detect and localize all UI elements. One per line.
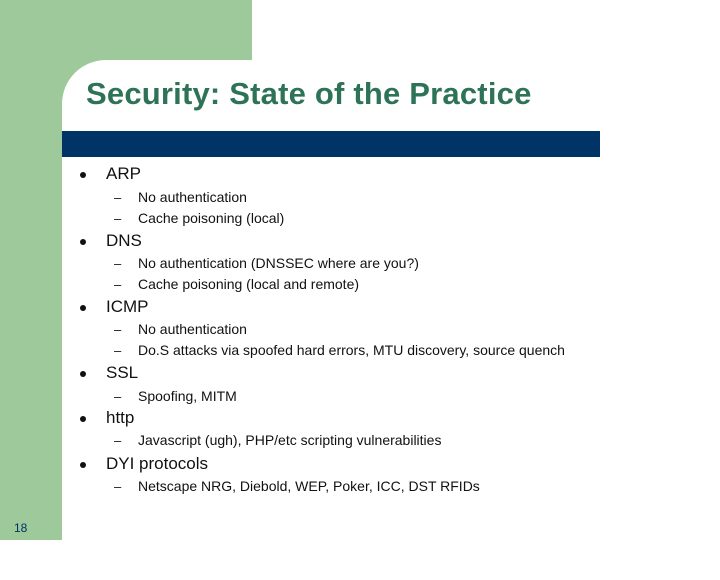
dash-icon: – — [114, 479, 122, 494]
sub-item: Do.S attacks via spoofed hard errors, MTU discovery, source quench — [138, 342, 565, 358]
topic-dyi-protocols: DYI protocols — [106, 454, 209, 473]
sub-item: No authentication — [138, 321, 247, 337]
topic-ssl: SSL — [106, 363, 139, 382]
slide-title: Security: State of the Practice — [86, 76, 532, 111]
dash-icon: – — [114, 256, 122, 271]
title-underline-bar — [62, 131, 600, 157]
topic-http: http — [106, 408, 135, 427]
sub-item: Spoofing, MITM — [138, 388, 237, 404]
sub-item: Netscape NRG, Diebold, WEP, Poker, ICC, DST RFIDs — [138, 478, 480, 494]
bullet-dot-icon — [80, 172, 86, 178]
dash-icon: – — [114, 211, 122, 226]
topic-dns: DNS — [106, 231, 142, 250]
sub-item: No authentication (DNSSEC where are you?) — [138, 255, 419, 271]
bullet-dot-icon — [80, 462, 86, 468]
sub-item: No authentication — [138, 189, 247, 205]
page-number: 18 — [14, 521, 28, 535]
topic-arp: ARP — [106, 164, 141, 183]
sub-item: Javascript (ugh), PHP/etc scripting vulnerabilities — [138, 432, 442, 448]
dash-icon: – — [114, 322, 122, 337]
bullet-dot-icon — [80, 371, 86, 377]
topic-icmp: ICMP — [106, 297, 149, 316]
bullet-dot-icon — [80, 239, 86, 245]
dash-icon: – — [114, 277, 122, 292]
dash-icon: – — [114, 190, 122, 205]
sub-item: Cache poisoning (local and remote) — [138, 276, 360, 292]
dash-icon: – — [114, 389, 122, 404]
bullet-dot-icon — [80, 416, 86, 422]
dash-icon: – — [114, 433, 122, 448]
sub-item: Cache poisoning (local) — [138, 210, 285, 226]
dash-icon: – — [114, 343, 122, 358]
bullet-dot-icon — [80, 305, 86, 311]
